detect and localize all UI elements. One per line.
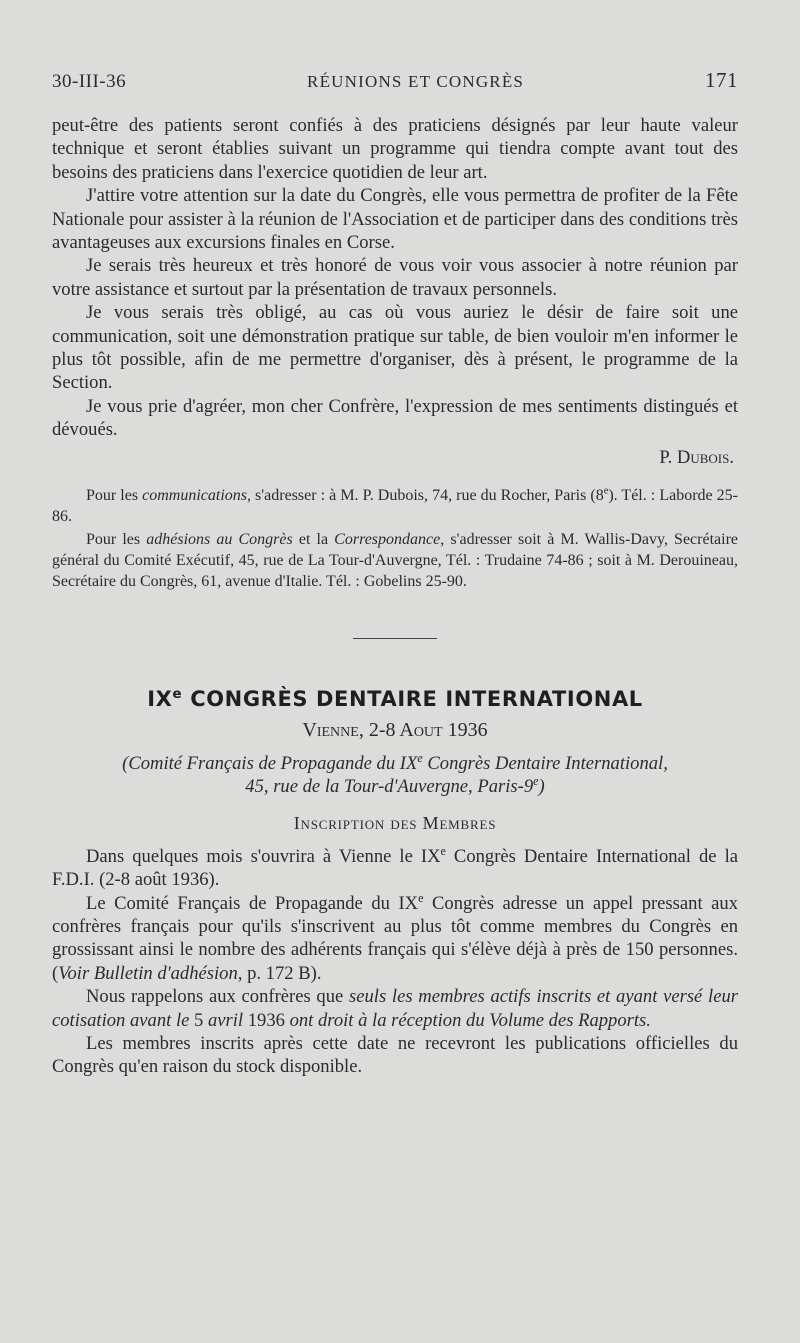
note-emphasis: communications: [142, 487, 247, 505]
congress-paragraph-3: [52, 985, 738, 1032]
page-body: [52, 114, 738, 1079]
paragraph-text: Nous rappelons aux confrères que: [86, 986, 349, 1008]
paragraph-emphasis: seuls les membres actifs inscrits et ayant versé leur cotisation avant le: [52, 986, 738, 1031]
header-title: RÉUNIONS ET CONGRÈS: [307, 72, 525, 91]
note-adhesions: [52, 529, 738, 592]
letter-paragraph-4: Je vous serais très obligé, au cas où vous auriez le désir de faire soit une communication, soit une démonstration pratique sur table, de bien vouloir m'en informer le plus tôt possible, afin de me permettre d'organiser, dès à présent, le programme de la Section.: [52, 302, 738, 394]
committee-text: ): [538, 776, 545, 798]
paragraph-text: Le Comité Français de Propagande du IX: [86, 892, 419, 914]
paragraph-text: Congrès adresse un appel pressant aux confrères français pour qu'ils s'inscrivent au plus tôt comme membres du Congrès en grossissant ainsi le nombre des adhérents français qui s'élève déjà à près de 150 personnes. (: [52, 892, 738, 984]
paragraph-text: Dans quelques mois s'ouvrira à Vienne le IX: [86, 845, 441, 867]
paragraph-emphasis: ont droit à la réception du Volume des Rapports.: [289, 1009, 651, 1031]
note-text: ). Tél. : Laborde 25-86.: [52, 487, 739, 526]
page-number: 171: [704, 68, 738, 92]
congress-title: [52, 685, 738, 711]
note-text: , s'adresser : à M. P. Dubois, 74, rue du Rocher, Paris (8: [247, 487, 604, 505]
congress-subtitle: Vienne, 2-8 Aout 1936: [302, 718, 488, 741]
title-text: IX: [147, 686, 173, 711]
running-header: [52, 68, 738, 93]
section-divider: [52, 622, 738, 645]
superscript: e: [440, 843, 446, 858]
note-emphasis: adhésions au Congrès: [146, 531, 293, 549]
committee-text: (Comité Français de Propagande du IX: [122, 753, 418, 775]
title-text: CONGRÈS DENTAIRE INTERNATIONAL: [182, 686, 643, 711]
paragraph-text: 5: [189, 1009, 208, 1031]
note-text: Pour les: [86, 487, 143, 505]
letter-paragraph-1: peut-être des patients seront confiés à des praticiens désignés par leur haute valeur technique et seront établies suivant un programme qui tiendra compte avant tout des besoins des praticiens dans l'exercice quotidien de leur art.: [52, 115, 738, 183]
paragraph-text: p. 172 B).: [242, 962, 322, 984]
congress-paragraph-1: [52, 845, 738, 892]
committee-text: 45, rue de la Tour-d'Auvergne, Paris-9: [245, 776, 534, 798]
committee-text: Congrès Dentaire International,: [422, 753, 668, 775]
signature: P. Dubois.: [659, 446, 734, 468]
superscript: e: [417, 751, 423, 766]
note-text: et la: [292, 531, 335, 549]
note-communications: [52, 485, 738, 527]
superscript: e: [172, 685, 183, 702]
divider-line: [353, 638, 437, 639]
paragraph-text: Congrès Dentaire International de la F.D.I. (2-8 août 1936).: [52, 845, 738, 891]
letter-paragraph-5: Je vous prie d'agréer, mon cher Confrère, l'expression de mes sentiments distingués et dévoués.: [52, 395, 738, 441]
congress-paragraph-4: Les membres inscrits après cette date ne recevront les publications officielles du Congrès qu'en raison du stock disponible.: [52, 1032, 738, 1078]
paragraph-emphasis: Voir Bulletin d'adhésion,: [58, 962, 243, 984]
superscript: e: [603, 485, 609, 497]
note-text: , s'adresser soit à M. Wallis-Davy, Secrétaire général du Comité Exécutif, 45, rue de La Tour-d'Auvergne, Tél. : Trudaine 74-86 ; soit à M. Derouineau, Secrétaire du Congrès, 61, avenue d'Italie. Tél. : Gobelins 25-90.: [52, 531, 739, 591]
superscript: e: [533, 774, 539, 789]
committee-line: [52, 752, 738, 798]
note-text: Pour les: [86, 531, 147, 549]
letter-paragraph-3: Je serais très heureux et très honoré de vous voir vous associer à notre réunion par votre assistance et surtout par la présentation de travaux personnels.: [52, 255, 738, 300]
contact-notes: [52, 485, 738, 592]
section-heading: Inscription des Membres: [293, 813, 497, 834]
paragraph-emphasis: avril: [207, 1009, 244, 1031]
note-emphasis: Correspondance: [334, 531, 441, 549]
header-date: 30-III-36: [52, 71, 127, 92]
superscript: e: [418, 890, 424, 905]
paragraph-text: 1936: [243, 1009, 290, 1031]
congress-paragraph-2: [52, 892, 738, 986]
letter-paragraph-2: J'attire votre attention sur la date du Congrès, elle vous permettra de profiter de la Fête Nationale pour assister à la réunion de l'Association et de participer dans des conditions très avantageuses aux excursions finales en Corse.: [52, 185, 738, 254]
